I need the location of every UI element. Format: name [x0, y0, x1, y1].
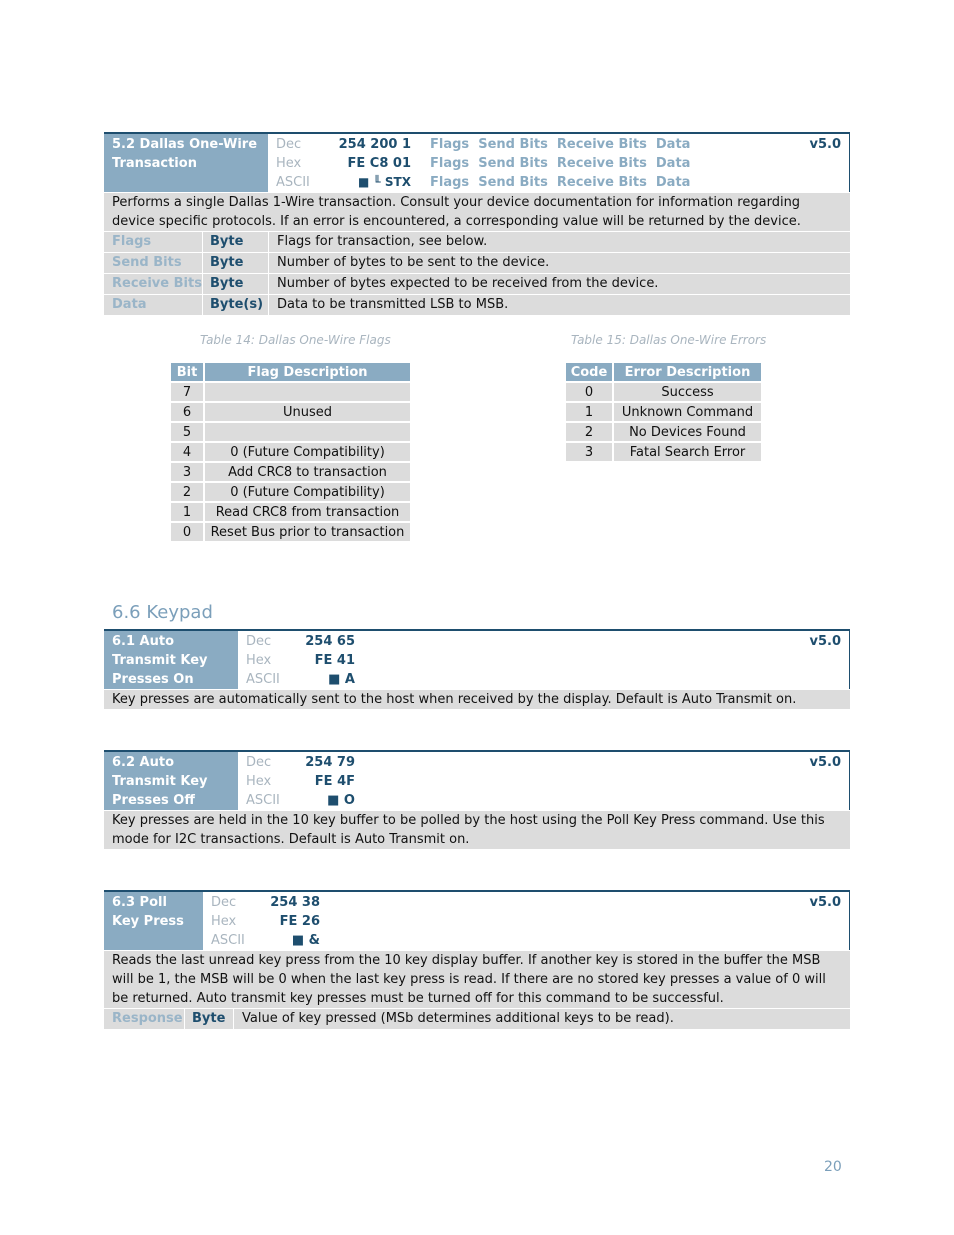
dec-label: Dec	[246, 755, 272, 770]
param-type: Byte(s)	[202, 295, 268, 315]
ascii-value: ■ ╙ STX	[358, 175, 411, 189]
cell: 4	[170, 442, 204, 462]
param-send-bits: Send Bits	[478, 156, 548, 171]
param-desc: Number of bytes expected to be received from the device.	[268, 274, 658, 294]
cell	[204, 382, 411, 402]
param-type: Byte	[202, 253, 268, 273]
cell: Read CRC8 from transaction	[204, 502, 411, 522]
cell: 3	[565, 442, 613, 462]
cell: Reset Bus prior to transaction	[204, 522, 411, 542]
table-row	[170, 522, 411, 542]
param-header-row	[430, 135, 690, 154]
ascii-label: ASCII	[211, 933, 245, 948]
page-number: 20	[824, 1159, 842, 1175]
dec-label: Dec	[246, 634, 272, 649]
param-receive-bits: Receive Bits	[556, 137, 647, 152]
param-name: Receive Bits	[112, 276, 202, 291]
command-title: 6.3 Poll Key Press	[104, 892, 203, 950]
cell: No Devices Found	[613, 422, 762, 442]
cell: 2	[565, 422, 613, 442]
hex-value: FE 4F	[314, 774, 355, 789]
response-type: Byte	[184, 1009, 233, 1029]
param-type: Byte	[202, 274, 268, 294]
table-caption: Table 14: Dallas One-Wire Flags	[200, 333, 391, 347]
cell: Fatal Search Error	[613, 442, 762, 462]
table-row	[565, 422, 762, 442]
param-receive-bits: Receive Bits	[556, 175, 647, 190]
ascii-label: ASCII	[246, 793, 280, 808]
table-row	[170, 502, 411, 522]
table-row	[170, 482, 411, 502]
command-description: Key presses are held in the 10 key buffer to be polled by the host using the Poll Key Press command. Use this mode for I2C transactions. Default is Auto Transmit on.	[104, 810, 850, 849]
cell: Unknown Command	[613, 402, 762, 422]
dec-label: Dec	[211, 895, 237, 910]
command-description: Key presses are automatically sent to the host when received by the display. Default is Auto Transmit on.	[104, 689, 850, 709]
command-title: 6.2 Auto Transmit Key Presses Off	[104, 752, 238, 810]
param-header-row	[430, 173, 690, 192]
command-5-2	[104, 132, 850, 315]
cell: 0	[565, 382, 613, 402]
cell: 7	[170, 382, 204, 402]
param-row	[104, 231, 850, 252]
response-row	[104, 1008, 850, 1029]
param-row	[104, 252, 850, 273]
table-row	[170, 442, 411, 462]
command-6-1	[104, 629, 850, 709]
command-6-3	[104, 890, 850, 1029]
param-send-bits: Send Bits	[478, 137, 548, 152]
response-desc: Value of key pressed (MSb determines additional keys to be read).	[233, 1009, 674, 1029]
dec-label: Dec	[276, 137, 302, 152]
dec-value: 254 38	[270, 895, 320, 910]
hex-label: Hex	[276, 156, 302, 171]
ascii-value: ■ &	[291, 933, 320, 948]
flags-table	[169, 361, 412, 543]
param-row	[104, 294, 850, 315]
table-row	[170, 402, 411, 422]
version-label: v5.0	[809, 137, 841, 152]
command-header	[104, 750, 850, 810]
command-header	[104, 629, 850, 689]
ascii-value: ■ O	[327, 793, 355, 808]
param-desc: Data to be transmitted LSB to MSB.	[268, 295, 508, 315]
param-name: Send Bits	[112, 255, 182, 270]
hex-label: Hex	[246, 653, 272, 668]
table-row	[170, 462, 411, 482]
cell: 1	[170, 502, 204, 522]
version-label: v5.0	[809, 895, 841, 910]
column-header: Error Description	[613, 362, 762, 382]
cell	[204, 422, 411, 442]
cell: 6	[170, 402, 204, 422]
param-send-bits: Send Bits	[478, 175, 548, 190]
cell: Add CRC8 to transaction	[204, 462, 411, 482]
dec-value: 254 65	[305, 634, 355, 649]
command-title: 6.1 Auto Transmit Key Presses On	[104, 631, 238, 689]
ascii-label: ASCII	[276, 175, 310, 190]
param-header-row	[430, 154, 690, 173]
hex-value: FE C8 01	[347, 156, 411, 171]
errors-table	[564, 361, 763, 463]
hex-label: Hex	[246, 774, 272, 789]
command-header	[104, 132, 850, 192]
table-row	[565, 442, 762, 462]
dec-value: 254 79	[305, 755, 355, 770]
command-6-2	[104, 750, 850, 849]
hex-value: FE 26	[279, 914, 320, 929]
hex-label: Hex	[211, 914, 237, 929]
column-header: Bit	[170, 362, 204, 382]
dec-value: 254 200 1	[338, 137, 411, 152]
cell: 0 (Future Compatibility)	[204, 442, 411, 462]
ascii-value: ■ A	[328, 672, 355, 687]
table-caption: Table 15: Dallas One-Wire Errors	[571, 333, 767, 347]
cell: 2	[170, 482, 204, 502]
param-flags: Flags	[430, 175, 470, 190]
cell: 3	[170, 462, 204, 482]
ascii-label: ASCII	[246, 672, 280, 687]
command-title: 5.2 Dallas One-Wire Transaction	[104, 134, 268, 192]
response-name: Response	[112, 1011, 183, 1026]
cell: Unused	[204, 402, 411, 422]
table-row	[170, 422, 411, 442]
param-flags: Flags	[430, 137, 470, 152]
param-receive-bits: Receive Bits	[556, 156, 647, 171]
cell: 0 (Future Compatibility)	[204, 482, 411, 502]
table-row	[565, 382, 762, 402]
version-label: v5.0	[809, 634, 841, 649]
cell: 1	[565, 402, 613, 422]
param-desc: Flags for transaction, see below.	[268, 232, 487, 252]
cell: 0	[170, 522, 204, 542]
column-header: Flag Description	[204, 362, 411, 382]
command-description: Performs a single Dallas 1-Wire transaction. Consult your device documentation for information regarding device specific protocols. If an error is encountered, a corresponding value will be returned by the device.	[104, 192, 850, 231]
column-header: Code	[565, 362, 613, 382]
cell: 5	[170, 422, 204, 442]
table-row	[170, 382, 411, 402]
cell: Success	[613, 382, 762, 402]
command-description: Reads the last unread key press from the 10 key display buffer. If another key is stored in the buffer the MSB will be 1, the MSB will be 0 when the last key press is read. If there are no stored key presses a value of 0 will be returned. Auto transmit key presses must be turned off for this command to be successful.	[104, 950, 850, 1008]
param-flags: Flags	[430, 156, 470, 171]
param-type: Byte	[202, 232, 268, 252]
param-name: Flags	[112, 234, 152, 249]
param-row	[104, 273, 850, 294]
param-data: Data	[655, 156, 691, 171]
version-label: v5.0	[809, 755, 841, 770]
section-title: 6.6 Keypad	[112, 602, 213, 623]
hex-value: FE 41	[314, 653, 355, 668]
param-desc: Number of bytes to be sent to the device.	[268, 253, 549, 273]
command-header	[104, 890, 850, 950]
table-row	[565, 402, 762, 422]
param-data: Data	[655, 175, 691, 190]
param-name: Data	[112, 297, 147, 312]
param-data: Data	[655, 137, 691, 152]
